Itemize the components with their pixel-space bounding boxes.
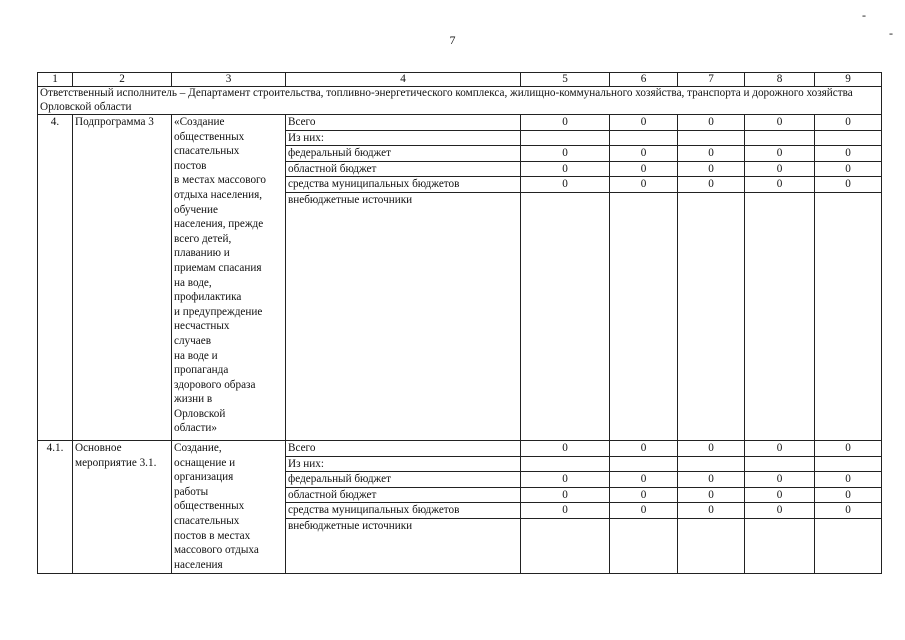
funding-source: Всего: [286, 115, 521, 131]
item-number: 4.1.: [38, 440, 73, 573]
value-cell: 0: [610, 487, 678, 503]
value-cell: 0: [610, 503, 678, 519]
item-number: 4.: [38, 115, 73, 441]
value-cell: 0: [610, 161, 678, 177]
value-cell: 0: [815, 440, 882, 456]
scan-mark: -: [862, 8, 866, 22]
scan-mark: -: [889, 26, 893, 40]
value-cell: 0: [610, 115, 678, 131]
value-cell: 0: [745, 440, 815, 456]
column-header: 4: [286, 73, 521, 87]
value-cell: [610, 518, 678, 573]
value-cell: 0: [815, 503, 882, 519]
value-cell: 0: [678, 146, 745, 162]
value-cell: [521, 456, 610, 472]
value-cell: [678, 456, 745, 472]
value-cell: 0: [815, 487, 882, 503]
value-cell: 0: [521, 146, 610, 162]
value-cell: 0: [815, 161, 882, 177]
value-cell: 0: [745, 146, 815, 162]
value-cell: 0: [521, 161, 610, 177]
value-cell: [521, 192, 610, 440]
budget-table: [37, 72, 882, 574]
value-cell: 0: [521, 503, 610, 519]
value-cell: 0: [745, 161, 815, 177]
executor-row: [38, 87, 882, 115]
page-number: 7: [449, 33, 456, 47]
value-cell: [815, 518, 882, 573]
value-cell: [745, 192, 815, 440]
value-cell: 0: [521, 115, 610, 131]
funding-source: Всего: [286, 440, 521, 456]
value-cell: [815, 130, 882, 146]
value-cell: 0: [521, 177, 610, 193]
column-header: 7: [678, 73, 745, 87]
value-cell: 0: [745, 115, 815, 131]
value-cell: [610, 456, 678, 472]
item-description: «Создание общественных спасательных постов в местах массового отдыха населения, обучение населения, прежде всего детей, плаванию и приемам спасания на воде, профилактика и предупреждение несчастных случаев на воде и пропаганда здорового образа жизни в Орловской области»: [172, 115, 286, 441]
value-cell: [678, 518, 745, 573]
value-cell: 0: [678, 115, 745, 131]
value-cell: 0: [745, 487, 815, 503]
table-row: [38, 115, 882, 131]
item-description: Создание, оснащение и организация работы общественных спасательных постов в местах массового отдыха населения: [172, 440, 286, 573]
column-header: 6: [610, 73, 678, 87]
funding-source: федеральный бюджет: [286, 472, 521, 488]
column-header: 5: [521, 73, 610, 87]
value-cell: 0: [521, 472, 610, 488]
value-cell: 0: [610, 440, 678, 456]
value-cell: 0: [521, 487, 610, 503]
value-cell: 0: [610, 177, 678, 193]
value-cell: 0: [815, 472, 882, 488]
value-cell: 0: [745, 177, 815, 193]
value-cell: [815, 456, 882, 472]
value-cell: 0: [610, 472, 678, 488]
value-cell: 0: [678, 472, 745, 488]
value-cell: 0: [745, 503, 815, 519]
value-cell: 0: [745, 472, 815, 488]
table-row: [38, 440, 882, 456]
column-header: 1: [38, 73, 73, 87]
funding-source: внебюджетные источники: [286, 518, 521, 573]
value-cell: [815, 192, 882, 440]
value-cell: [745, 518, 815, 573]
value-cell: 0: [815, 177, 882, 193]
funding-source: средства муниципальных бюджетов: [286, 503, 521, 519]
value-cell: [610, 130, 678, 146]
column-header: 9: [815, 73, 882, 87]
item-name: Основное мероприятие 3.1.: [73, 440, 172, 573]
value-cell: 0: [815, 146, 882, 162]
value-cell: [678, 130, 745, 146]
funding-source: областной бюджет: [286, 161, 521, 177]
value-cell: [610, 192, 678, 440]
value-cell: 0: [678, 440, 745, 456]
funding-source: Из них:: [286, 456, 521, 472]
funding-source: областной бюджет: [286, 487, 521, 503]
value-cell: 0: [521, 440, 610, 456]
column-header: 8: [745, 73, 815, 87]
funding-source: внебюджетные источники: [286, 192, 521, 440]
column-numbers-row: [38, 73, 882, 87]
value-cell: [521, 518, 610, 573]
value-cell: [745, 456, 815, 472]
value-cell: 0: [678, 503, 745, 519]
value-cell: [745, 130, 815, 146]
item-name: Подпрограмма 3: [73, 115, 172, 441]
column-header: 3: [172, 73, 286, 87]
value-cell: [521, 130, 610, 146]
value-cell: 0: [678, 177, 745, 193]
funding-source: средства муниципальных бюджетов: [286, 177, 521, 193]
value-cell: 0: [610, 146, 678, 162]
value-cell: 0: [678, 487, 745, 503]
executor-text: Ответственный исполнитель – Департамент строительства, топливно-энергетического комплекса, жилищно-коммунального хозяйства, транспорта и дорожного хозяйства Орловской области: [38, 87, 882, 115]
value-cell: 0: [678, 161, 745, 177]
value-cell: 0: [815, 115, 882, 131]
funding-source: федеральный бюджет: [286, 146, 521, 162]
value-cell: [678, 192, 745, 440]
column-header: 2: [73, 73, 172, 87]
funding-source: Из них:: [286, 130, 521, 146]
